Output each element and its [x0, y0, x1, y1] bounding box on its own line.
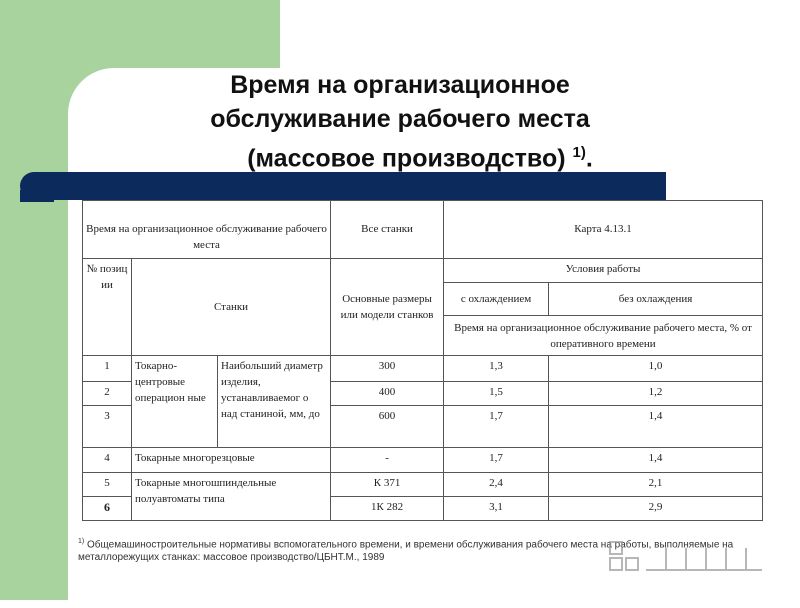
title-line-2: обслуживание рабочего места — [210, 105, 590, 133]
row-num: 3 — [83, 406, 132, 448]
row-no-cooling-value: 1,2 — [549, 382, 763, 406]
title-line-3-text: (массовое производство) — [247, 144, 566, 173]
header-all-machines-cell: Все станки — [331, 201, 444, 259]
machine-group-2: Токарные многорезцовые — [132, 448, 331, 473]
footnote-mark: 1) — [78, 538, 85, 545]
header-desc-cell: Время на организационное обслуживание рабочего места — [83, 201, 331, 259]
row-cooling-value: 1,7 — [444, 448, 549, 473]
title-underline-bar-stub — [20, 190, 54, 202]
row-size: 600 — [331, 406, 444, 448]
cond-cooling-header: с охлаждением — [444, 283, 549, 316]
table-row — [83, 356, 763, 382]
row-size: 300 — [331, 356, 444, 382]
row-no-cooling-value: 1,0 — [549, 356, 763, 382]
row-num: 2 — [83, 382, 132, 406]
row-size: 1К 282 — [331, 497, 444, 521]
row-cooling-value: 1,7 — [444, 406, 549, 448]
row-num: 5 — [83, 473, 132, 497]
cond-no-cooling-header: без охлаждения — [549, 283, 763, 316]
footnote-text: Общемашиностроительные нормативы вспомогательного времени, и времени обслуживания рабочего места на работы, выполняемые на металлорежущих станках: массовое производство/ЦБНТ.М., 1989 — [78, 539, 734, 564]
table-row — [83, 259, 763, 283]
title-line-3 — [120, 136, 680, 175]
row-no-cooling-value: 1,4 — [549, 448, 763, 473]
title-period: . — [585, 144, 593, 173]
time-description-header: Время на организационное обслуживание рабочего места, % от оперативного времени — [444, 316, 763, 356]
row-num: 6 — [83, 497, 132, 521]
row-cooling-value: 1,3 — [444, 356, 549, 382]
size-description-1: Наибольший диаметр изделия, устанавливаемог о над станиной, мм, до — [218, 356, 331, 448]
machine-group-3: Токарные многошпиндельные полуавтоматы типа — [132, 473, 331, 521]
col-header-sizes: Основные размеры или модели станков — [331, 259, 444, 356]
table-row — [83, 473, 763, 497]
row-no-cooling-value: 2,1 — [549, 473, 763, 497]
grid-logo-icon — [606, 536, 766, 576]
row-cooling-value: 3,1 — [444, 497, 549, 521]
col-header-machines: Станки — [132, 259, 331, 356]
row-cooling-value: 1,5 — [444, 382, 549, 406]
machine-group-1: Токарно-центровые операцион ные — [132, 356, 218, 448]
row-size: 400 — [331, 382, 444, 406]
row-size: - — [331, 448, 444, 473]
title-underline-bar — [20, 172, 666, 200]
col-header-position: № позиц ии — [83, 259, 132, 356]
slide-title — [120, 68, 680, 175]
row-no-cooling-value: 1,4 — [549, 406, 763, 448]
header-card-cell: Карта 4.13.1 — [444, 201, 763, 259]
row-size: К 371 — [331, 473, 444, 497]
row-num: 4 — [83, 448, 132, 473]
norms-table — [82, 200, 763, 521]
table-row — [83, 448, 763, 473]
table-header-row — [83, 201, 763, 259]
row-no-cooling-value: 2,9 — [549, 497, 763, 521]
title-line-1: Время на организационное — [230, 71, 570, 99]
row-cooling-value: 2,4 — [444, 473, 549, 497]
title-footnote-mark: 1) — [572, 144, 586, 161]
conditions-header: Условия работы — [444, 259, 763, 283]
row-num: 1 — [83, 356, 132, 382]
